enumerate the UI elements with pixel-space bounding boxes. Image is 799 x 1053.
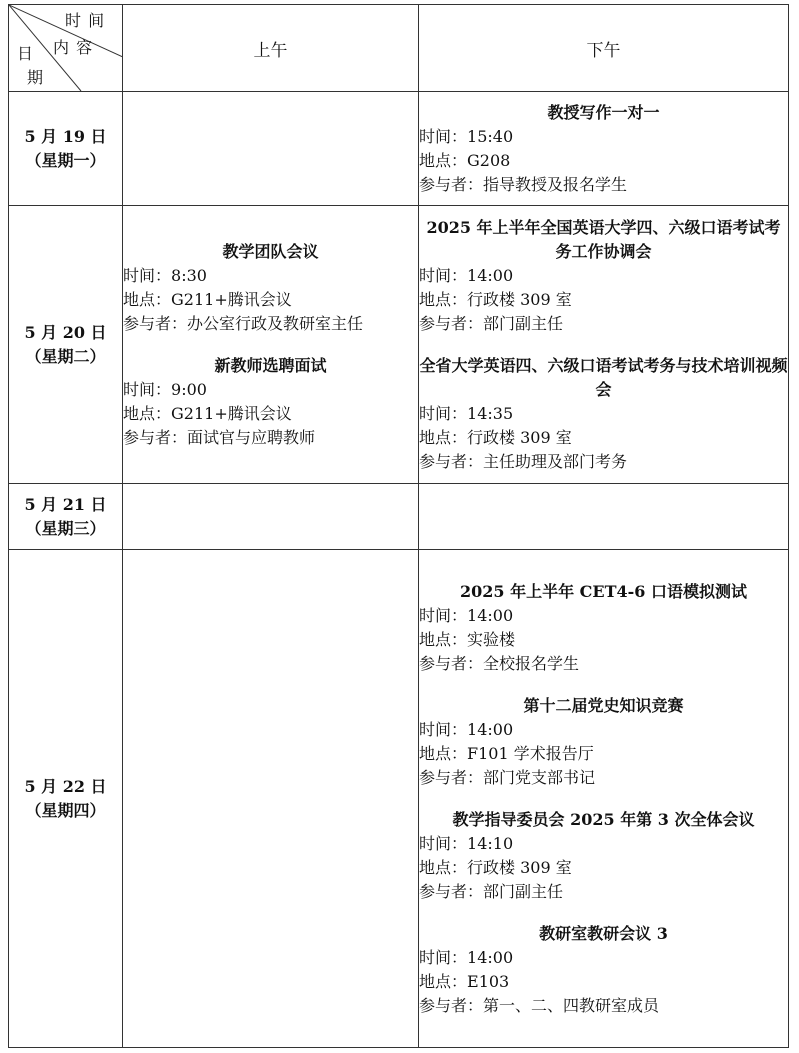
time-key: 时间： bbox=[419, 833, 468, 853]
time-key: 时间： bbox=[419, 403, 468, 423]
people-key: 参与者： bbox=[419, 881, 484, 901]
place-key: 地点： bbox=[419, 289, 468, 309]
event-title: 教授写作一对一 bbox=[547, 102, 660, 122]
place-value: G208 bbox=[467, 150, 511, 170]
people-key: 参与者： bbox=[419, 313, 484, 333]
people-value: 面试官与应聘教师 bbox=[187, 427, 316, 447]
afternoon-header: 下午 bbox=[419, 5, 789, 92]
weekday-text: （星期三） bbox=[25, 518, 106, 538]
date-cell bbox=[9, 550, 123, 1048]
people-key: 参与者： bbox=[419, 653, 484, 673]
place-key: 地点： bbox=[419, 971, 468, 991]
time-key: 时间： bbox=[419, 947, 468, 967]
event-block bbox=[123, 240, 418, 336]
time-key: 时间： bbox=[123, 265, 172, 285]
morning-cell bbox=[123, 206, 419, 484]
people-value: 办公室行政及教研室主任 bbox=[187, 313, 364, 333]
event-block bbox=[419, 101, 788, 197]
date-text: 5 月 20 日 bbox=[24, 322, 107, 342]
people-key: 参与者： bbox=[419, 767, 484, 787]
people-value: 部门党支部书记 bbox=[483, 767, 596, 787]
event-title: 2025 年上半年全国英语大学四、六级口语考试考务工作协调会 bbox=[426, 217, 781, 261]
place-key: 地点： bbox=[123, 403, 172, 423]
people-key: 参与者： bbox=[419, 451, 484, 471]
event-block bbox=[419, 580, 788, 676]
event-block bbox=[123, 354, 418, 450]
place-key: 地点： bbox=[419, 629, 468, 649]
people-key: 参与者： bbox=[123, 313, 188, 333]
diagonal-header-cell bbox=[9, 5, 123, 92]
place-value: G211+腾讯会议 bbox=[171, 403, 292, 423]
place-key: 地点： bbox=[123, 289, 172, 309]
weekday-text: （星期四） bbox=[25, 800, 106, 820]
place-value: E103 bbox=[467, 971, 510, 991]
event-block bbox=[419, 216, 788, 336]
people-key: 参与者： bbox=[419, 174, 484, 194]
place-key: 地点： bbox=[419, 743, 468, 763]
place-value: 行政楼 309 室 bbox=[467, 427, 572, 447]
table-row bbox=[9, 484, 789, 550]
morning-cell bbox=[123, 550, 419, 1048]
date-cell bbox=[9, 92, 123, 206]
event-title: 教学团队会议 bbox=[222, 241, 319, 261]
people-value: 指导教授及报名学生 bbox=[483, 174, 628, 194]
morning-cell bbox=[123, 92, 419, 206]
people-value: 部门副主任 bbox=[483, 313, 564, 333]
event-block bbox=[419, 354, 788, 474]
date-text: 5 月 21 日 bbox=[24, 494, 107, 514]
time-key: 时间： bbox=[419, 265, 468, 285]
time-key: 时间： bbox=[123, 379, 172, 399]
event-title: 2025 年上半年 CET4-6 口语模拟测试 bbox=[460, 581, 747, 601]
place-value: 实验楼 bbox=[467, 629, 516, 649]
time-value: 14:35 bbox=[467, 403, 514, 423]
schedule-table bbox=[8, 4, 789, 1048]
event-block bbox=[419, 922, 788, 1018]
people-value: 全校报名学生 bbox=[483, 653, 580, 673]
time-key: 时间： bbox=[419, 126, 468, 146]
weekday-text: （星期一） bbox=[25, 150, 106, 170]
date-text: 5 月 22 日 bbox=[24, 776, 107, 796]
people-value: 主任助理及部门考务 bbox=[483, 451, 628, 471]
time-value: 9:00 bbox=[171, 379, 207, 399]
afternoon-cell bbox=[419, 92, 789, 206]
time-value: 14:00 bbox=[467, 265, 514, 285]
place-value: 行政楼 309 室 bbox=[467, 857, 572, 877]
date-text: 5 月 19 日 bbox=[24, 126, 107, 146]
time-key: 时间： bbox=[419, 719, 468, 739]
place-key: 地点： bbox=[419, 150, 468, 170]
time-value: 14:00 bbox=[467, 719, 514, 739]
afternoon-cell bbox=[419, 484, 789, 550]
event-title: 教研室教研会议 3 bbox=[539, 923, 668, 943]
time-key: 时间： bbox=[419, 605, 468, 625]
date-cell bbox=[9, 484, 123, 550]
people-value: 部门副主任 bbox=[483, 881, 564, 901]
diag-label-date-1: 日 bbox=[17, 44, 35, 63]
afternoon-cell bbox=[419, 206, 789, 484]
place-value: 行政楼 309 室 bbox=[467, 289, 572, 309]
header-row bbox=[9, 5, 789, 92]
date-cell bbox=[9, 206, 123, 484]
table-row bbox=[9, 92, 789, 206]
time-value: 14:00 bbox=[467, 947, 514, 967]
event-title: 全省大学英语四、六级口语考试考务与技术培训视频会 bbox=[419, 355, 788, 399]
people-key: 参与者： bbox=[419, 995, 484, 1015]
place-value: G211+腾讯会议 bbox=[171, 289, 292, 309]
people-key: 参与者： bbox=[123, 427, 188, 447]
event-title: 新教师选聘面试 bbox=[214, 355, 327, 375]
event-block bbox=[419, 808, 788, 904]
time-value: 8:30 bbox=[171, 265, 207, 285]
table-row bbox=[9, 550, 789, 1048]
time-value: 14:10 bbox=[467, 833, 514, 853]
diag-label-date-2: 期 bbox=[27, 68, 45, 87]
event-block bbox=[419, 694, 788, 790]
place-key: 地点： bbox=[419, 857, 468, 877]
diag-label-content: 内 容 bbox=[53, 38, 94, 57]
place-key: 地点： bbox=[419, 427, 468, 447]
event-title: 第十二届党史知识竞赛 bbox=[523, 695, 684, 715]
afternoon-cell bbox=[419, 550, 789, 1048]
event-title: 教学指导委员会 2025 年第 3 次全体会议 bbox=[452, 809, 755, 829]
time-value: 15:40 bbox=[467, 126, 514, 146]
morning-header: 上午 bbox=[123, 5, 419, 92]
people-value: 第一、二、四教研室成员 bbox=[483, 995, 660, 1015]
diag-label-time: 时 间 bbox=[65, 11, 106, 30]
morning-cell bbox=[123, 484, 419, 550]
time-value: 14:00 bbox=[467, 605, 514, 625]
place-value: F101 学术报告厅 bbox=[467, 743, 594, 763]
weekday-text: （星期二） bbox=[25, 346, 106, 366]
table-row bbox=[9, 206, 789, 484]
